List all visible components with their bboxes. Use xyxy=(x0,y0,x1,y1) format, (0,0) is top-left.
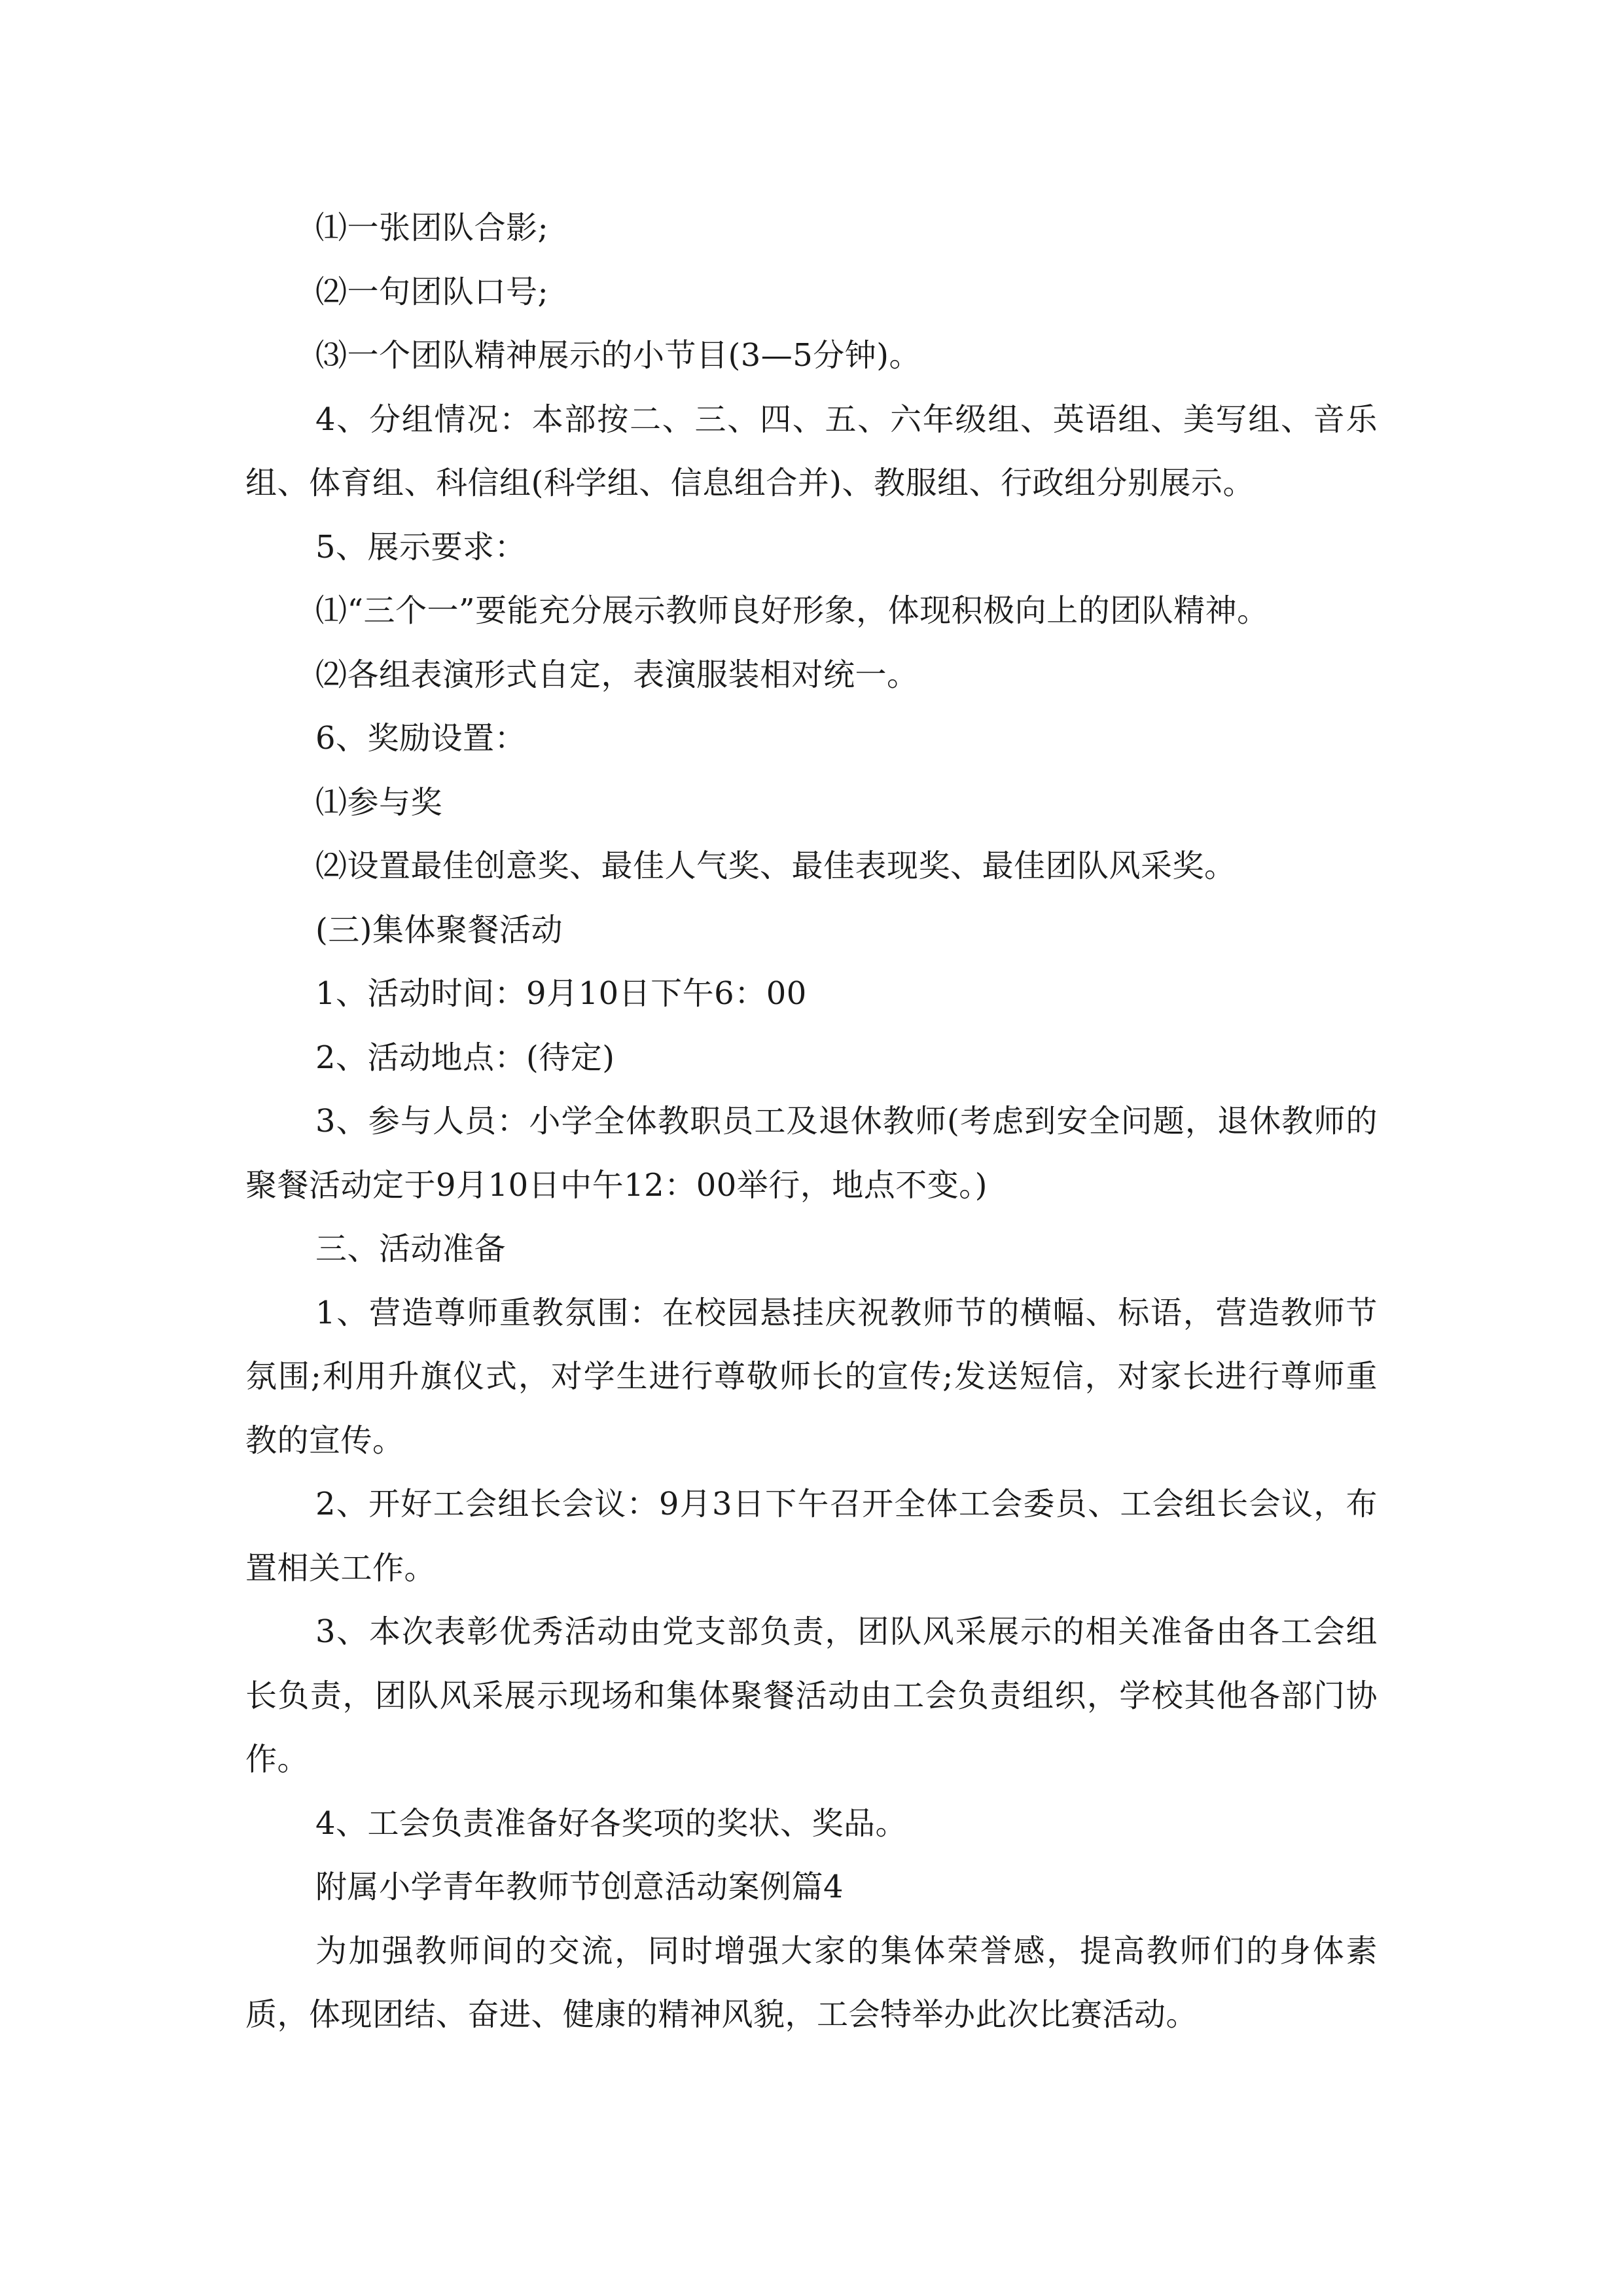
paragraph-preparation-4: 4、工会负责准备好各奖项的奖状、奖品。 xyxy=(315,1804,908,1842)
section-heading-dinner: (三)集体聚餐活动 xyxy=(315,911,563,948)
document-body xyxy=(245,196,1378,2047)
paragraph-case-4-intro: 为加强教师间的交流，同时增强大家的集体荣誉感，提高教师们的身体素质，体现团结、奋进、健康的精神风貌，工会特举办此次比赛活动。 xyxy=(245,1932,1378,2033)
list-item-award-1: ⑴参与奖 xyxy=(315,783,443,821)
heading-awards: 6、奖励设置： xyxy=(315,720,527,757)
list-item-requirement-2: ⑵各组表演形式自定，表演服装相对统一。 xyxy=(315,656,919,693)
paragraph-preparation-3: 3、本次表彰优秀活动由党支部负责，团队风采展示的相关准备由各工会组长负责，团队风采展示现场和集体聚餐活动由工会负责组织，学校其他各部门协作。 xyxy=(245,1613,1378,1778)
list-item-team-program: ⑶一个团队精神展示的小节目(3—5分钟)。 xyxy=(315,337,921,374)
section-heading-preparation: 三、活动准备 xyxy=(315,1230,507,1267)
list-item-team-slogan: ⑵一句团队口号; xyxy=(315,273,549,310)
paragraph-preparation-2: 2、开好工会组长会议：9月3日下午召开全体工会委员、工会组长会议，布置相关工作。 xyxy=(245,1486,1378,1587)
heading-display-requirements: 5、展示要求： xyxy=(315,528,527,565)
paragraph-dinner-location: 2、活动地点：(待定) xyxy=(315,1039,615,1076)
article-title-case-4: 附属小学青年教师节创意活动案例篇4 xyxy=(315,1869,844,1905)
list-item-team-photo: ⑴一张团队合影; xyxy=(315,209,549,246)
paragraph-preparation-1: 1、营造尊师重教氛围：在校园悬挂庆祝教师节的横幅、标语，营造教师节氛围;利用升旗仪式，对学生进行尊敬师长的宣传;发送短信，对家长进行尊师重教的宣传。 xyxy=(245,1294,1378,1459)
list-item-award-2: ⑵设置最佳创意奖、最佳人气奖、最佳表现奖、最佳团队风采奖。 xyxy=(315,848,1236,884)
paragraph-dinner-participants: 3、参与人员：小学全体教职员工及退休教师(考虑到安全问题，退休教师的聚餐活动定于9月10日中午12：00举行，地点不变。) xyxy=(245,1103,1378,1204)
paragraph-grouping: 4、分组情况：本部按二、三、四、五、六年级组、英语组、美写组、音乐组、体育组、科信组(科学组、信息组合并)、教服组、行政组分别展示。 xyxy=(245,401,1378,501)
paragraph-dinner-time: 1、活动时间：9月10日下午6：00 xyxy=(315,975,807,1012)
list-item-requirement-1: ⑴“三个一”要能充分展示教师良好形象，体现积极向上的团队精神。 xyxy=(315,592,1269,629)
